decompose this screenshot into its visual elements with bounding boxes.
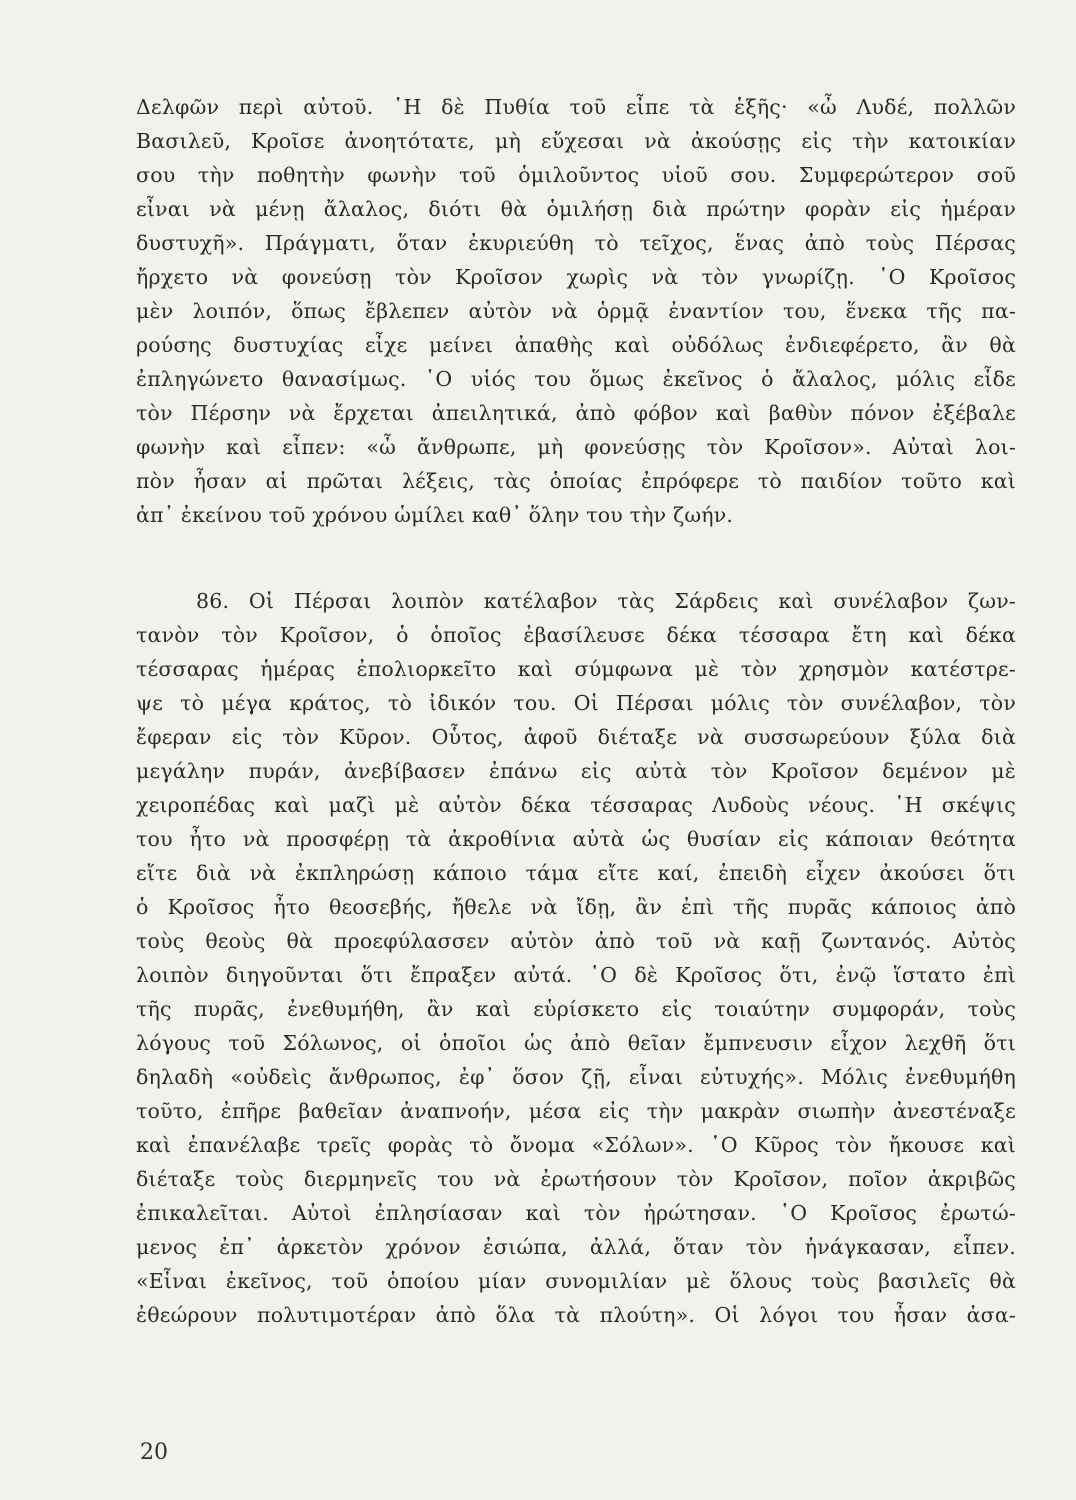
text-line: ἐπικαλεῖται. Αὐτοὶ ἐπλησίασαν καὶ τὸν ἠρώτησαν. ῾Ο Κροῖσος ἐρωτώ- (136, 1201, 1016, 1225)
text-line: μενος ἐπ᾽ ἀρκετὸν χρόνον ἐσιώπα, ἀλλά, ὅταν τὸν ἠνάγκασαν, εἶπεν. (136, 1235, 1016, 1259)
text-line: τοὺς θεοὺς θὰ προεφύλασσεν αὐτὸν ἀπὸ τοῦ νὰ καῇ ζωντανός. Αὐτὸς (136, 929, 1016, 953)
text-line: Βασιλεῦ, Κροῖσε ἀνοητότατε, μὴ εὔχεσαι νὰ ἀκούσῃς εἰς τὴν κατοικίαν (136, 129, 1016, 153)
text-line: λοιπὸν διηγοῦνται ὅτι ἔπραξεν αὐτά. ῾Ο δὲ Κροῖσος ὅτι, ἐνῷ ἵστατο ἐπὶ (136, 963, 1016, 987)
text-line: καὶ ἐπανέλαβε τρεῖς φορὰς τὸ ὄνομα «Σόλων». ῾Ο Κῦρος τὸν ἤκουσε καὶ (136, 1133, 1016, 1157)
text-line: τανὸν τὸν Κροῖσον, ὁ ὁποῖος ἐβασίλευσε δέκα τέσσαρα ἔτη καὶ δέκα (136, 623, 1016, 647)
text-line: τέσσαρας ἡμέρας ἐπολιορκεῖτο καὶ σύμφωνα μὲ τὸν χρησμὸν κατέστρε- (136, 657, 1016, 681)
text-line: ἀπ᾽ ἐκείνου τοῦ χρόνου ὡμίλει καθ᾽ ὅλην του τὴν ζωήν. (136, 503, 734, 527)
text-line: 86. Οἱ Πέρσαι λοιπὸν κατέλαβον τὰς Σάρδεις καὶ συνέλαβον ζων- (196, 589, 1016, 613)
text-line: ἐθεώρουν πολυτιμοτέραν ἀπὸ ὅλα τὰ πλούτη». Οἱ λόγοι του ἦσαν ἀσα- (136, 1303, 1016, 1327)
text-line: Δελφῶν περὶ αὐτοῦ. ῾Η δὲ Πυθία τοῦ εἶπε τὰ ἑξῆς· «ὦ Λυδέ, πολλῶν (136, 95, 1016, 119)
text-line: μεγάλην πυράν, ἀνεβίβασεν ἐπάνω εἰς αὐτὰ τὸν Κροῖσον δεμένον μὲ (136, 759, 1016, 783)
text-line: ἤρχετο νὰ φονεύσῃ τὸν Κροῖσον χωρὶς νὰ τὸν γνωρίζῃ. ῾Ο Κροῖσος (136, 265, 1016, 289)
text-line: μὲν λοιπόν, ὅπως ἔβλεπεν αὐτὸν νὰ ὁρμᾷ ἐναντίον του, ἕνεκα τῆς πα- (136, 299, 1016, 323)
text-line: πὸν ἦσαν αἱ πρῶται λέξεις, τὰς ὁποίας ἐπρόφερε τὸ παιδίον τοῦτο καὶ (136, 469, 1016, 493)
text-line: ἐπληγώνετο θανασίμως. ῾Ο υἱός του ὅμως ἐκεῖνος ὁ ἄλαλος, μόλις εἶδε (136, 367, 1016, 391)
text-line: ψε τὸ μέγα κράτος, τὸ ἰδικόν του. Οἱ Πέρσαι μόλις τὸν συνέλαβον, τὸν (136, 691, 1016, 715)
text-line: «Εἶναι ἐκεῖνος, τοῦ ὁποίου μίαν συνομιλίαν μὲ ὅλους τοὺς βασιλεῖς θὰ (136, 1269, 1016, 1293)
text-line: τὸν Πέρσην νὰ ἔρχεται ἀπειλητικά, ἀπὸ φόβον καὶ βαθὺν πόνον ἐξέβαλε (136, 401, 1016, 425)
text-line: δηλαδὴ «οὐδεὶς ἄνθρωπος, ἐφ᾽ ὅσον ζῇ, εἶναι εὐτυχής». Μόλις ἐνεθυμήθη (136, 1065, 1016, 1089)
text-line: του ἦτο νὰ προσφέρῃ τὰ ἀκροθίνια αὐτὰ ὡς θυσίαν εἰς κάποιαν θεότητα (136, 827, 1016, 851)
text-line: δυστυχῆ». Πράγματι, ὅταν ἐκυριεύθη τὸ τεῖχος, ἕνας ἀπὸ τοὺς Πέρσας (136, 231, 1016, 255)
text-line: φωνὴν καὶ εἶπεν: «ὦ ἄνθρωπε, μὴ φονεύσῃς τὸν Κροῖσον». Αὐταὶ λοι- (136, 435, 1016, 459)
text-line: σου τὴν ποθητὴν φωνὴν τοῦ ὁμιλοῦντος υἱοῦ σου. Συμφερώτερον σοῦ (136, 163, 1016, 187)
text-line: λόγους τοῦ Σόλωνος, οἱ ὁποῖοι ὡς ἀπὸ θεῖαν ἔμπνευσιν εἶχον λεχθῆ ὅτι (136, 1031, 1016, 1055)
text-line: ὁ Κροῖσος ἦτο θεοσεβής, ἤθελε νὰ ἴδῃ, ἂν ἐπὶ τῆς πυρᾶς κάποιος ἀπὸ (136, 895, 1016, 919)
text-line: χειροπέδας καὶ μαζὶ μὲ αὐτὸν δέκα τέσσαρας Λυδοὺς νέους. ῾Η σκέψις (136, 793, 1016, 817)
text-line: διέταξε τοὺς διερμηνεῖς του νὰ ἐρωτήσουν τὸν Κροῖσον, ποῖον ἀκριβῶς (136, 1167, 1016, 1191)
text-line: τῆς πυρᾶς, ἐνεθυμήθη, ἂν καὶ εὑρίσκετο εἰς τοιαύτην συμφοράν, τοὺς (136, 997, 1016, 1021)
text-line: εἴτε διὰ νὰ ἐκπληρώσῃ κάποιο τάμα εἴτε καί, ἐπειδὴ εἶχεν ἀκούσει ὅτι (136, 861, 1016, 885)
text-line: ἔφεραν εἰς τὸν Κῦρον. Οὗτος, ἀφοῦ διέταξε νὰ συσσωρεύουν ξύλα διὰ (136, 725, 1016, 749)
text-line: ρούσης δυστυχίας εἶχε μείνει ἀπαθὴς καὶ οὐδόλως ἐνδιεφέρετο, ἂν θὰ (136, 333, 1016, 357)
text-line: τοῦτο, ἐπῆρε βαθεῖαν ἀναπνοήν, μέσα εἰς τὴν μακρὰν σιωπὴν ἀνεστέναξε (136, 1099, 1016, 1123)
text-line: εἶναι νὰ μένῃ ἄλαλος, διότι θὰ ὁμιλήσῃ διὰ πρώτην φορὰν εἰς ἡμέραν (136, 197, 1016, 221)
page-number: 20 (140, 1440, 168, 1465)
